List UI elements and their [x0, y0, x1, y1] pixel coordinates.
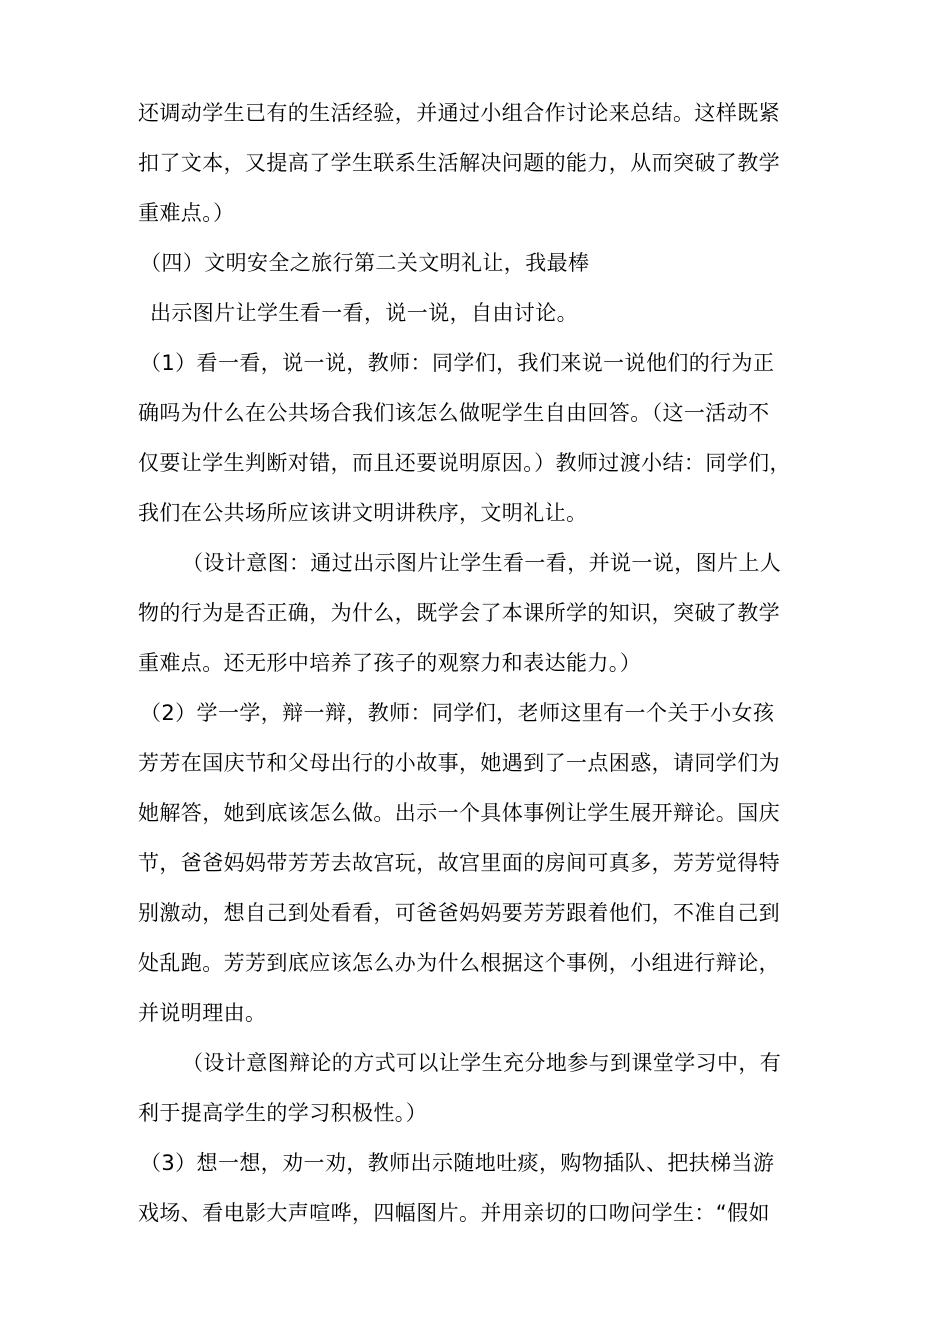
paragraph-line: 戏场、看电影大声喧哗，四幅图片。并用亲切的口吻问学生：“假如: [138, 1201, 770, 1225]
design-intent-line: （设计意图辩论的方式可以让学生充分地参与到课堂学习中，有: [182, 1051, 782, 1075]
paragraph-line: 仅要让学生判断对错，而且还要说明原因。）教师过渡小结：同学们，: [138, 451, 791, 475]
paragraph-line: 扣了文本，又提高了学生联系生活解决问题的能力，从而突破了教学: [138, 151, 780, 175]
paragraph-line: 别激动，想自己到处看看，可爸爸妈妈要芳芳跟着他们，不准自己到: [138, 901, 780, 925]
paragraph-line: 节，爸爸妈妈带芳芳去故宫玩，故宫里面的房间可真多，芳芳觉得特: [138, 851, 780, 875]
paragraph-line: 并说明理由。: [138, 1001, 267, 1025]
paragraph-line: 确吗为什么在公共场合我们该怎么做呢学生自由回答。（这一活动不: [138, 401, 770, 425]
paragraph-line: 还调动学生已有的生活经验，并通过小组合作讨论来总结。这样既紧: [138, 101, 780, 125]
paragraph-line: 出示图片让学生看一看，说一说，自由讨论。: [150, 301, 578, 325]
paragraph-line: （2）学一学，辩一辩，教师：同学们，老师这里有一个关于小女孩: [140, 701, 775, 725]
paragraph-line: 处乱跑。芳芳到底应该怎么办为什么根据这个事例，小组进行辩论，: [138, 951, 780, 975]
design-intent-line: 利于提高学生的学习积极性。）: [138, 1101, 428, 1125]
paragraph-line: （1）看一看，说一说，教师：同学们，我们来说一说他们的行为正: [140, 351, 775, 375]
paragraph-line: （3）想一想，劝一劝，教师出示随地吐痰，购物插队、把扶梯当游: [140, 1151, 775, 1175]
design-intent-line: （设计意图：通过出示图片让学生看一看，并说一说，图片上人: [182, 551, 782, 575]
paragraph-line: 重难点。）: [138, 201, 235, 225]
paragraph-line: 芳芳在国庆节和父母出行的小故事，她遇到了一点困惑，请同学们为: [138, 751, 780, 775]
paragraph-line: 我们在公共场所应该讲文明讲秩序，文明礼让。: [138, 501, 588, 525]
paragraph-line: 她解答，她到底该怎么做。出示一个具体事例让学生展开辩论。国庆: [138, 801, 780, 825]
design-intent-line: 重难点。还无形中培养了孩子的观察力和表达能力。）: [138, 651, 642, 675]
design-intent-line: 物的行为是否正确，为什么，既学会了本课所学的知识，突破了教学: [138, 601, 780, 625]
section-heading: （四）文明安全之旅行第二关文明礼让，我最棒: [140, 251, 590, 275]
